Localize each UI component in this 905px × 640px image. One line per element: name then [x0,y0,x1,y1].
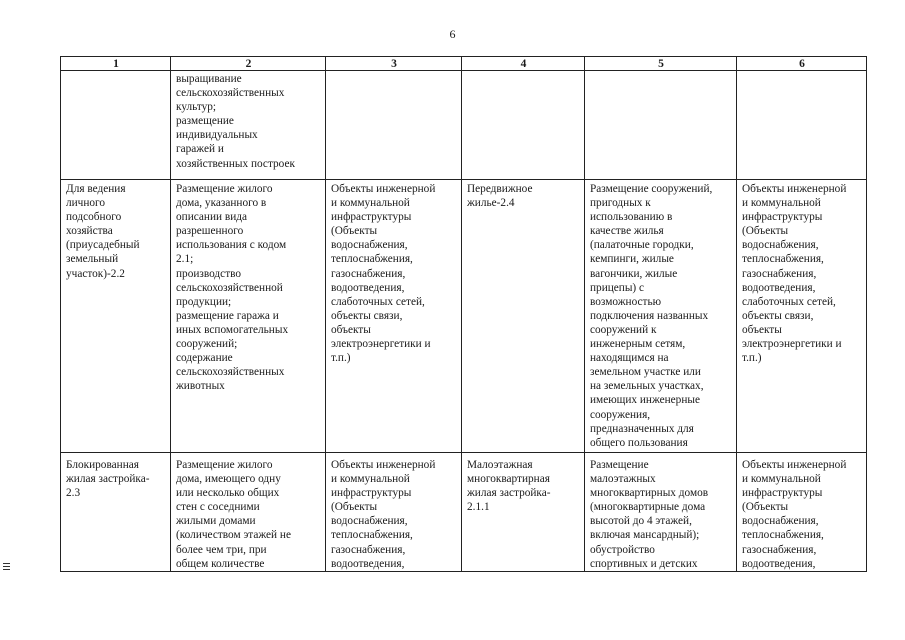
table-row [61,453,867,572]
column-header-5: 5 [585,57,737,71]
table-cell: Для ведения личного подсобного хозяйства (приусадебный земельный участок)-2.2 [61,180,171,453]
table-cell: Размещение сооружений, пригодных к использованию в качестве жилья (палаточные городки, кемпинги, жилые вагончики, жилые прицепы) с возможностью подключения названных сооружений к инженерным сетям, находящимся на земельном участке или на земельных участках, имеющих инженерные сооружения, предназначенных для общего пользования [585,180,737,453]
land-use-table [60,56,867,572]
table-cell: Объекты инженерной и коммунальной инфраструктуры (Объекты водоснабжения, теплоснабжения, газоснабжения, водоотведения, [326,453,462,572]
table-cell: Размещение малоэтажных многоквартирных домов (многоквартирные дома высотой до 4 этажей, включая мансардный); обустройство спортивных и детских [585,453,737,572]
table-cell [61,71,171,180]
table-cell: Размещение жилого дома, имеющего одну или несколько общих стен с соседними жилыми домами (количеством этажей не более чем три, при общем количестве [171,453,326,572]
table-cell: Малоэтажная многоквартирная жилая застройка- 2.1.1 [462,453,585,572]
table-cell: Объекты инженерной и коммунальной инфраструктуры (Объекты водоснабжения, теплоснабжения, газоснабжения, водоотведения, слаботочных сетей, объекты связи, объекты электроэнергетики и т.п.) [326,180,462,453]
table-cell: Объекты инженерной и коммунальной инфраструктуры (Объекты водоснабжения, теплоснабжения, газоснабжения, водоотведения, [737,453,867,572]
table-header-row [61,57,867,71]
table-cell: выращивание сельскохозяйственных культур; размещение индивидуальных гаражей и хозяйственных построек [171,71,326,180]
table-cell: Блокированная жилая застройка- 2.3 [61,453,171,572]
column-header-2: 2 [171,57,326,71]
table-row [61,180,867,453]
table-row [61,71,867,180]
margin-scan-mark [3,563,10,572]
column-header-3: 3 [326,57,462,71]
page-number: 6 [449,27,456,41]
table-cell [737,71,867,180]
table-cell: Передвижное жилье-2.4 [462,180,585,453]
table-cell [585,71,737,180]
table-cell [326,71,462,180]
table-cell: Размещение жилого дома, указанного в описании вида разрешенного использования с кодом 2.1; производство сельскохозяйственной продукции; размещение гаража и иных вспомогательных сооружений; содержание сельскохозяйственных животных [171,180,326,453]
column-header-4: 4 [462,57,585,71]
column-header-1: 1 [61,57,171,71]
table-cell [462,71,585,180]
column-header-6: 6 [737,57,867,71]
table-cell: Объекты инженерной и коммунальной инфраструктуры (Объекты водоснабжения, теплоснабжения, газоснабжения, водоотведения, слаботочных сетей, объекты связи, объекты электроэнергетики и т.п.) [737,180,867,453]
